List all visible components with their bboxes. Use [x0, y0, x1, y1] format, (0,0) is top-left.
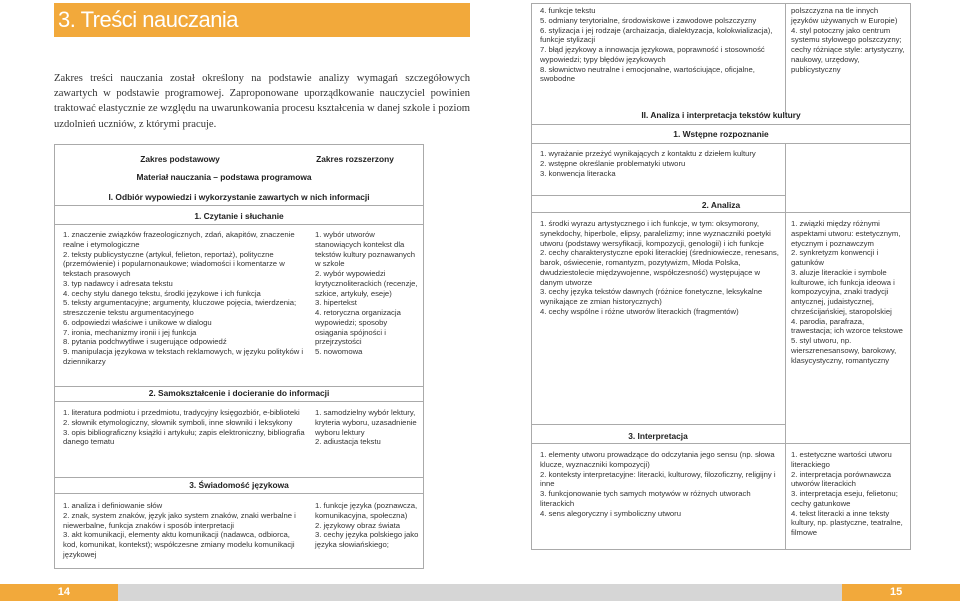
divider — [54, 224, 424, 225]
header-extended: Zakres rozszerzony — [316, 154, 394, 164]
section-1-title: I. Odbiór wypowiedzi i wykorzystanie zawartych w nich informacji — [108, 192, 370, 202]
divider — [531, 143, 911, 144]
list-item: 2. cechy charakterystyczne epoki literackiej (średniowiecze, renesans, barok, oświecenie, romantyzm, pozytywizm, Młoda Polska, dwudziestolecie międzywojenne, współczesność) występujące w danym utworze — [540, 248, 779, 287]
list-item: 4. parodia, parafraza, trawestacja; ich wzorce tekstowe — [791, 316, 903, 336]
list-item: 2. wstępne określanie problematyki utworu — [540, 158, 686, 168]
divider — [54, 205, 424, 206]
list-item: 4. styl potoczny jako centrum systemu stylowego polszczyzny; cechy różniące style: artystyczny, naukowy, urzędowy, publicystyczny — [791, 25, 905, 74]
basic-list-interpretation — [540, 450, 782, 518]
list-item: 2. językowy obraz świata — [315, 520, 401, 530]
list-item: 4. tekst literacki a inne teksty kultury, np. plastyczne, teatralne, filmowe — [791, 508, 903, 537]
list-item: 3. interpretacja eseju, felietonu; cechy gatunkowe — [791, 489, 898, 508]
list-item: 3. funkcjonowanie tych samych motywów w różnych utworach literackich — [540, 489, 751, 508]
list-item: 1. literatura podmiotu i przedmiotu, tradycyjny księgozbiór, e-biblioteki — [63, 408, 300, 417]
divider — [54, 493, 424, 494]
list-item: 4. cechy wspólne i różne utworów literackich (fragmentów) — [540, 306, 739, 316]
list-item: 3. aluzje literackie i symbole kulturowe, ich funkcja ideowa i kompozycyjna, znaki tradycji antycznej, judaistycznej, chrześcijańskiej, staropolskiej — [791, 267, 895, 316]
basic-list-selfstudy — [63, 408, 305, 447]
list-item: 1. znaczenie związków frazeologicznych, zdań, akapitów, znaczenie realne i etymologiczne — [63, 230, 295, 249]
list-item: 1. analiza i definiowanie słów — [63, 501, 163, 510]
list-item: 2. wybór wypowiedzi krytycznoliterackich (recenzje, szkice, artykuły, eseje) — [315, 269, 418, 298]
divider — [531, 424, 785, 425]
list-item: 2. słownik etymologiczny, słownik symboli, inne słowniki i leksykony — [63, 417, 293, 427]
list-item: 2. adiustacja tekstu — [315, 437, 381, 447]
list-item: 1. elementy utworu prowadzące do odczytania jego sensu (np. słowa klucze, wyznaczniki kompozycji) — [540, 450, 775, 469]
sub-heading: 2. Samokształcenie i docieranie do informacji — [148, 388, 330, 398]
sub-heading: 3. Interpretacja — [628, 431, 688, 441]
list-item: 7. błąd językowy a innowacja językowa, poprawność i stosowność wypowiedzi; typy błędów językowych — [540, 45, 765, 64]
page-title: 3. Treści nauczania — [58, 7, 239, 32]
column-divider — [785, 3, 786, 114]
divider — [54, 401, 424, 402]
basic-list-language — [63, 501, 305, 560]
section-2-title: II. Analiza i interpretacja tekstów kultury — [641, 110, 801, 120]
list-item: 1. wyrażanie przeżyć wynikających z kontaktu z dziełem kultury — [540, 149, 756, 158]
list-item: 2. teksty publicystyczne (artykuł, felieton, reportaż), polityczne (przemówienie) i popularnonaukowe; wiadomości i komentarze w tekstach prasowych — [63, 249, 285, 278]
footer-band — [480, 584, 842, 601]
header-basic: Zakres podstawowy — [140, 154, 220, 164]
extended-list-language-cont — [791, 6, 906, 74]
divider — [531, 124, 911, 125]
page-title-bar — [54, 3, 470, 37]
extended-list-reading — [315, 230, 419, 357]
list-item: 5. teksty argumentacyjne; argumenty, kluczowe pojęcia, twierdzenia; streszczenie tekstu argumentacyjnego — [63, 298, 297, 317]
divider — [54, 386, 424, 387]
list-item: 2. znak, system znaków, język jako system znaków, znaki werbalne i niewerbalne, funkcja znaków i sposób interpretacji — [63, 510, 296, 530]
intro-paragraph: Zakres treści nauczania został określony na podstawie analizy wymagań szczegółowych zawartych w podstawie programowej. Zaproponowane uporządkowanie nauczyciel powinien traktować elastycznie ze względu na uwarunkowania procesu kształcenia w danej szkole i poziom uzdolnień uczniów, z którymi pracuje. — [54, 73, 470, 130]
divider — [54, 477, 424, 478]
list-item: 2. synkretyzm konwencji i gatunków — [791, 248, 879, 267]
list-item: 2. konteksty interpretacyjne: literacki, kulturowy, filozoficzny, religijny i inne — [540, 469, 776, 489]
extended-list-selfstudy — [315, 408, 419, 447]
list-item: 4. funkcje tekstu — [540, 6, 596, 15]
list-item: 3. konwencja literacka — [540, 168, 616, 178]
list-item: 6. stylizacja i jej rodzaje (archaizacja, dialektyzacja, kolokwializacja), funkcje stylizacji — [540, 25, 773, 45]
list-item: 5. nowomowa — [315, 347, 363, 356]
list-item: 3. opis bibliograficzny książki i artykułu; zapis elektroniczny, bibliografia danego tematu — [63, 427, 305, 447]
basic-list-reading — [63, 230, 305, 367]
list-item: 9. manipulacja językowa w tekstach reklamowych, w języku polityków i dziennikarzy — [63, 347, 304, 366]
footer-band — [118, 584, 480, 601]
basic-list-language-cont — [540, 6, 780, 84]
extended-list-interpretation — [791, 450, 906, 538]
list-item: 1. środki wyrazu artystycznego i ich funkcje, w tym: oksymorony, synekdochy, hiperbole, elipsy, paralelizmy; inne wyznaczniki poetyki utworu (podstawy wersyfikacji, kompozycji, genologii) i ich funkcje — [540, 219, 771, 248]
list-item: 3. akt komunikacji, elementy aktu komunikacji (nadawca, odbiorca, kod, komunikat, kontekst); współczesne zmiany modelu komunikacji językowej — [63, 530, 295, 559]
list-item: 6. odpowiedzi właściwe i unikowe w dialogu — [63, 317, 212, 327]
divider — [531, 212, 911, 213]
extended-list-analysis — [791, 219, 906, 365]
list-item: 4. retoryczna organizacja wypowiedzi; sposoby osiągania spójności i przejrzystości — [315, 308, 401, 347]
list-item: 8. pytania podchwytliwe i sugerujące odpowiedź — [63, 337, 227, 347]
list-item: 3. cechy języka polskiego jako języka słowiańskiego; — [315, 530, 419, 549]
sub-heading: 2. Analiza — [701, 200, 741, 210]
list-item: 5. styl utworu, np. wierszrenesansowy, barokowy, klasycystyczny, romantyczny — [791, 336, 897, 365]
list-item: polszczyzna na tle innych języków używanych w Europie) — [791, 6, 898, 25]
page-number-left: 14 — [0, 584, 118, 601]
list-item: 4. cechy stylu danego tekstu, środki językowe i ich funkcja — [63, 288, 261, 298]
list-item: 8. słownictwo neutralne i emocjonalne, wartościujące, oficjalne, swobodne — [540, 64, 755, 84]
divider — [531, 443, 911, 444]
header-material: Materiał nauczania – podstawa programowa — [136, 172, 312, 182]
list-item: 1. związki między różnymi aspektami utworu: estetycznym, etycznym i poznawczym — [791, 219, 901, 248]
list-item: 3. typ nadawcy i adresata tekstu — [63, 278, 173, 288]
sub-heading: 3. Świadomość językowa — [189, 480, 289, 490]
list-item: 4. sens alegoryczny i symboliczny utworu — [540, 508, 681, 518]
sub-heading: 1. Wstępne rozpoznanie — [673, 129, 769, 139]
basic-list-recognition — [540, 149, 780, 178]
extended-list-language — [315, 501, 419, 550]
list-item: 3. cechy języka tekstów dawnych (różnice fonetyczne, leksykalne wynikające ze zmian historycznych) — [540, 287, 763, 306]
list-item: 5. odmiany terytorialne, środowiskowe i zawodowe polszczyzny — [540, 15, 757, 25]
sub-heading: 1. Czytanie i słuchanie — [194, 211, 284, 221]
divider — [531, 195, 785, 196]
list-item: 1. wybór utworów stanowiących kontekst dla tekstów kultury poznawanych w szkole — [315, 230, 415, 269]
page-number-right: 15 — [842, 584, 960, 601]
list-item: 3. hipertekst — [315, 298, 357, 308]
basic-list-analysis — [540, 219, 782, 317]
list-item: 7. ironia, mechanizmy ironii i jej funkcja — [63, 327, 197, 337]
list-item: 1. samodzielny wybór lektury, kryteria wyboru, uzasadnienie wyboru lektury — [315, 408, 417, 437]
list-item: 1. funkcje języka (poznawcza, komunikacyjna, społeczna) — [315, 501, 418, 520]
list-item: 1. estetyczne wartości utworu literackiego — [791, 450, 892, 469]
list-item: 2. interpretacja porównawcza utworów literackich — [791, 469, 891, 489]
